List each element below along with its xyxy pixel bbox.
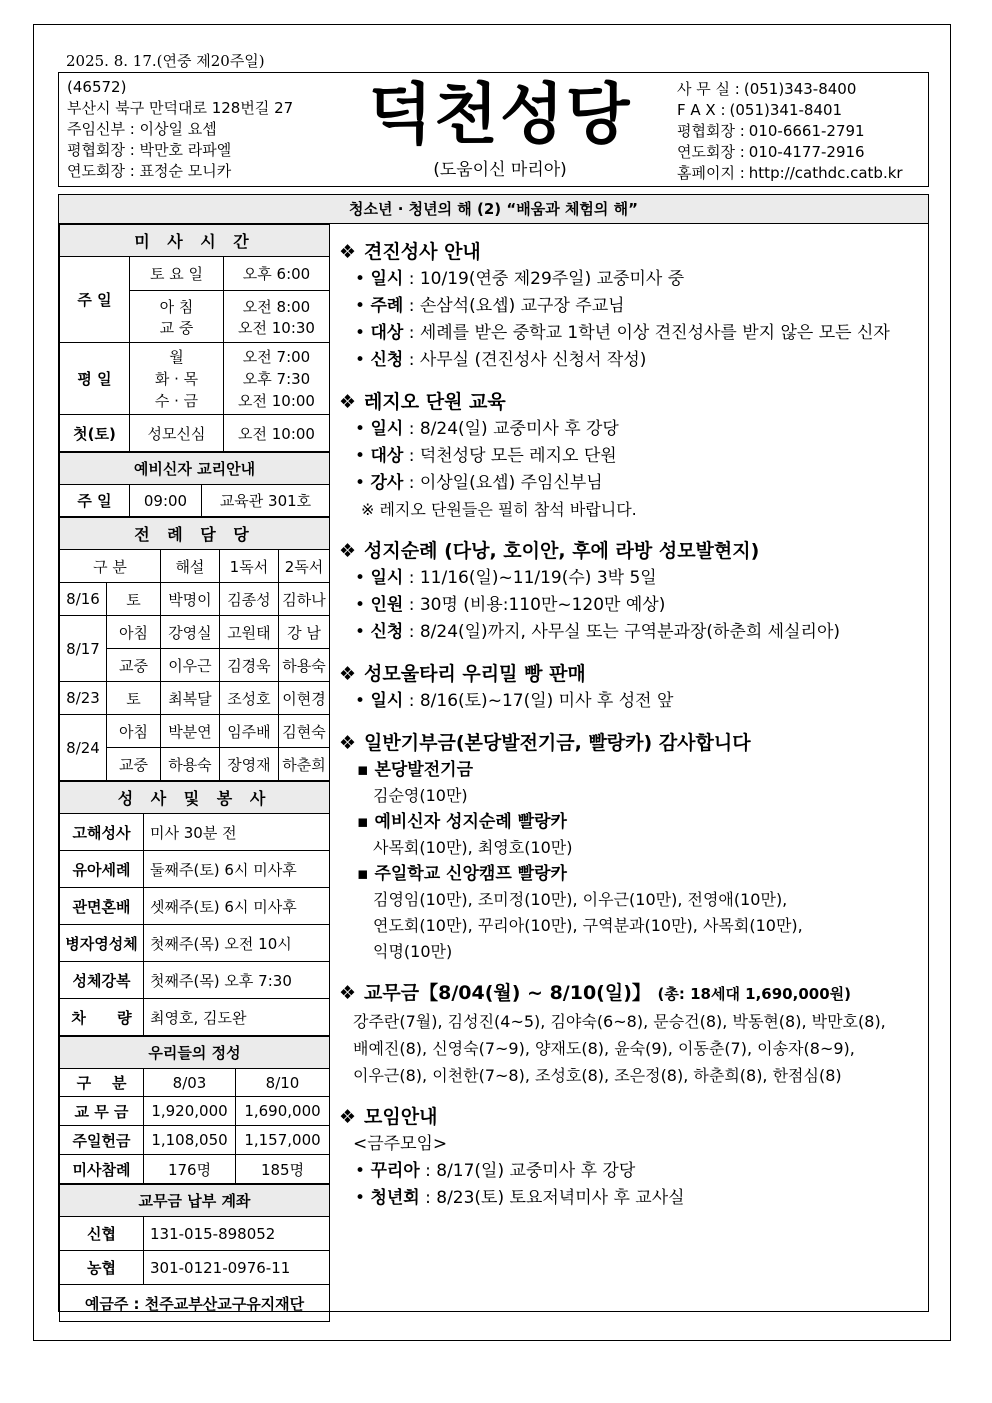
liturgy-slot: 토: [107, 682, 161, 715]
header: [58, 72, 929, 187]
homepage-link[interactable]: http://cathdc.catb.kr: [748, 164, 903, 182]
liturgy-cell: 임주배: [219, 715, 278, 748]
sacraments-title: 성 사 및 봉 사: [60, 782, 330, 814]
meetings-subtitle: <금주모임>: [353, 1134, 448, 1154]
liturgy-cell: 김현숙: [278, 715, 329, 748]
donation-list: 연도회(10만), 꾸리아(10만), 구역분과(10만), 사목회(10만),: [373, 916, 803, 935]
dues-total: (총: 18세대 1,690,000원): [657, 985, 851, 1003]
sacraments-table: [59, 781, 330, 1036]
item-label: 강사: [370, 473, 404, 493]
liturgy-header-gubun: 구 분: [60, 550, 161, 583]
fax-label: F A X :: [677, 101, 726, 119]
offering-value: 1,920,000: [144, 1097, 236, 1126]
baptism-value: 둘째주(토) 6시 미사후: [144, 851, 330, 888]
liturgy-slot: 아침: [107, 616, 161, 649]
wed-label: 수 · 금: [154, 391, 199, 410]
weekday-label: 평 일: [60, 343, 130, 415]
offering-title: 우리들의 정성: [60, 1037, 330, 1069]
donation-list: 사목회(10만), 최영호(10만): [373, 838, 573, 857]
liturgy-cell: 김하나: [278, 583, 329, 616]
item-text: : 8/24(일) 교중미사 후 강당: [403, 419, 619, 439]
diamond-icon: ❖: [339, 663, 357, 685]
item-text: : 30명 (비용:110만~120만 예상): [403, 595, 666, 615]
dues-list: 이우근(8), 이천한(7~8), 조성호(8), 조은정(8), 하춘희(8), 한점심(8): [353, 1066, 842, 1085]
catechumen-place: 교육관 301호: [202, 485, 330, 517]
offering-value: 176명: [144, 1155, 236, 1184]
nonghyup-number: 301-0121-0976-11: [144, 1251, 330, 1285]
pastor: 주임신부 : 이상일 요셉: [67, 120, 217, 138]
morning-label: 아 침: [159, 297, 194, 316]
liturgy-cell: 박분연: [160, 715, 219, 748]
first-sat-time: 오전 10:00: [224, 415, 330, 452]
liturgy-cell: 하용숙: [160, 748, 219, 781]
liturgy-cell: 고원태: [219, 616, 278, 649]
catechumen-time: 09:00: [130, 485, 202, 517]
offering-header: 8/03: [144, 1069, 236, 1097]
donation-list: 익명(10만): [373, 942, 453, 961]
shinhyup-number: 131-015-898052: [144, 1217, 330, 1251]
offering-label: 미사참례: [60, 1155, 144, 1184]
car-value: 최영호, 김도완: [144, 999, 330, 1036]
diamond-icon: ❖: [339, 982, 357, 1004]
item-text: : 덕천성당 모든 레지오 단원: [403, 446, 617, 466]
lecture-label: 성체강복: [60, 962, 144, 999]
offering-header: 구 분: [60, 1069, 144, 1097]
offering-value: 1,690,000: [236, 1097, 330, 1126]
sat-label: 토 요 일: [130, 257, 224, 291]
shinhyup-label: 신협: [60, 1217, 144, 1251]
liturgy-cell: 이우근: [160, 649, 219, 682]
wed-time: 오전 10:00: [238, 391, 315, 410]
liturgy-cell: 박명이: [160, 583, 219, 616]
item-label: 일시: [370, 568, 404, 588]
homepage-label: 홈페이지 :: [677, 164, 745, 182]
item-text: : 8/23(토) 토요저녁미사 후 교사실: [419, 1188, 685, 1208]
liturgy-title: 전 례 담 당: [60, 518, 330, 550]
yeondo-phone-label: 연도회장 :: [677, 143, 745, 161]
yeondo-phone: 010-4177-2916: [748, 143, 865, 161]
liturgy-header-commentary: 해설: [160, 550, 219, 583]
first-sat-name: 성모신심: [130, 415, 224, 452]
donation-section: ❖ 일반기부금(본당발전기금, 빨랑카) 감사합니다 ▪ 본당발전기금 김순영(10만) ▪ 예비신자 성지순례 빨랑카 사목회(10만), 최영호(10만) ▪ 주일학교 신앙캠프 빨랑카 김영임(10만), 조미정(10만), 이우근(10만), 전영애(10만), 연도회(10만), 꾸리아(10만), 구역분과(10만), 사목회(10만), 익명(10만): [339, 729, 927, 965]
item-text: : 손삼석(요셉) 교구장 주교님: [403, 296, 625, 316]
offering-header: 8/10: [236, 1069, 330, 1097]
liturgy-cell: 하용숙: [278, 649, 329, 682]
liturgy-slot: 아침: [107, 715, 161, 748]
first-sat-label: 첫(토): [60, 415, 130, 452]
mass-table: [59, 224, 330, 452]
donation-subtitle: 예비신자 성지순례 빨랑카: [374, 812, 567, 832]
diamond-icon: ❖: [339, 540, 357, 562]
sick-value: 첫째주(목) 오전 10시: [144, 925, 330, 962]
offering-value: 1,108,050: [144, 1126, 236, 1155]
sick-label: 병자영성체: [60, 925, 144, 962]
liturgy-date: 8/17: [60, 616, 107, 682]
item-label: 대상: [370, 323, 404, 343]
marriage-value: 셋째주(토) 6시 미사후: [144, 888, 330, 925]
mon-time: 오전 7:00: [242, 347, 311, 366]
section-title: 레지오 단원 교육: [364, 391, 506, 413]
sat-time: 오후 6:00: [224, 257, 330, 291]
catechumen-table: [59, 452, 330, 517]
liturgy-cell: 김경욱: [219, 649, 278, 682]
item-text: : 10/19(연중 제29주일) 교중미사 중: [403, 269, 685, 289]
item-text: : 사무실 (견진성사 신청서 작성): [403, 350, 647, 370]
liturgy-date: 8/24: [60, 715, 107, 781]
confirmation-section: ❖ 견진성사 안내 • 일시 : 10/19(연중 제29주일) 교중미사 중 • 주례 : 손삼석(요셉) 교구장 주교님 • 대상 : 세례를 받은 중학교 1학년 이상 견진성사를 받지 않은 모든 신자 • 신청 : 사무실 (견진성사 신청서 작성): [339, 241, 890, 370]
liturgy-header-reading1: 1독서: [219, 550, 278, 583]
item-label: 주례: [370, 296, 404, 316]
diamond-icon: ❖: [339, 732, 357, 754]
marriage-label: 관면혼배: [60, 888, 144, 925]
tue-label: 화 · 목: [154, 369, 199, 388]
parish-title: 덕천성당: [368, 75, 632, 153]
liturgy-slot: 교중: [107, 649, 161, 682]
diamond-icon: ❖: [339, 1106, 357, 1128]
liturgy-cell: 최복달: [160, 682, 219, 715]
account-table: [59, 1184, 330, 1322]
item-text: : 8/24(일)까지, 사무실 또는 구역분과장(하춘희 세실리아): [403, 622, 840, 642]
content-area: [58, 224, 929, 1312]
donation-subtitle: 본당발전기금: [374, 760, 473, 780]
liturgy-cell: 조성호: [219, 682, 278, 715]
section-title: 견진성사 안내: [364, 241, 481, 263]
donation-subtitle: 주일학교 신앙캠프 빨랑카: [374, 864, 567, 884]
liturgy-table: [59, 517, 330, 781]
item-label: 청년회: [370, 1188, 420, 1208]
item-text: : 8/16(토)~17(일) 미사 후 성전 앞: [403, 691, 674, 711]
account-title: 교무금 납부 계좌: [60, 1185, 330, 1217]
item-text: : 11/16(일)~11/19(수) 3박 5일: [403, 568, 657, 588]
section-title: 교무금【8/04(월) ~ 8/10(일)】: [364, 982, 651, 1004]
bread-sale-section: ❖ 성모울타리 우리밀 빵 판매 • 일시 : 8/16(토)~17(일) 미사 후 성전 앞: [339, 663, 674, 711]
council-phone: 010-6661-2791: [748, 122, 865, 140]
liturgy-date: 8/23: [60, 682, 107, 715]
item-label: 인원: [370, 595, 404, 615]
gyojung-label: 교 중: [159, 318, 194, 337]
diamond-icon: ❖: [339, 391, 357, 413]
item-label: 일시: [370, 419, 404, 439]
catechumen-title: 예비신자 교리안내: [60, 453, 330, 485]
diamond-icon: ❖: [339, 241, 357, 263]
mass-title: 미 사 시 간: [60, 225, 330, 257]
liturgy-cell: 장영재: [219, 748, 278, 781]
council-president: 평협회장 : 박만호 라파엘: [67, 141, 232, 159]
dues-list: 배예진(8), 신영숙(7~9), 양재도(8), 윤숙(9), 이동춘(7), 이송자(8~9),: [353, 1039, 855, 1058]
zip-code: (46572): [67, 78, 127, 96]
item-label: 신청: [370, 350, 404, 370]
legio-section: ❖ 레지오 단원 교육 • 일시 : 8/24(일) 교중미사 후 강당 • 대상 : 덕천성당 모든 레지오 단원 • 강사 : 이상일(요셉) 주임신부님 ※ 레지오 단원들은 필히 참석 바랍니다.: [339, 388, 927, 523]
dues-list: 강주란(7월), 김성진(4~5), 김야숙(6~8), 문승건(8), 박동현(8), 박만호(8),: [353, 1012, 886, 1031]
meetings-section: ❖ 모임안내 <금주모임> • 꾸리아 : 8/17(일) 교중미사 후 강당 • 청년회 : 8/23(토) 토요저녁미사 후 교사실: [339, 1103, 927, 1212]
sunday-label: 주 일: [60, 257, 130, 343]
gyojung-time: 오전 10:30: [238, 318, 315, 337]
legio-note: ※ 레지오 단원들은 필히 참석 바랍니다.: [361, 500, 637, 519]
lecture-value: 첫째주(목) 오후 7:30: [144, 962, 330, 999]
liturgy-cell: 김종성: [219, 583, 278, 616]
fax-number: (051)341-8401: [729, 101, 843, 119]
baptism-label: 유아세례: [60, 851, 144, 888]
item-label: 꾸리아: [370, 1161, 420, 1181]
section-title: 일반기부금(본당발전기금, 빨랑카) 감사합니다: [364, 732, 751, 754]
liturgy-cell: 이현경: [278, 682, 329, 715]
office-label: 사 무 실 :: [677, 80, 740, 98]
offering-label: 교 무 금: [60, 1097, 144, 1126]
parish-info: [67, 77, 293, 182]
liturgy-cell: 강 남: [278, 616, 329, 649]
parish-subtitle: (도움이신 마리아): [433, 160, 567, 180]
item-label: 신청: [370, 622, 404, 642]
morning-time: 오전 8:00: [242, 297, 311, 316]
section-title: 성지순례 (다낭, 호이안, 후에 라방 성모발현지): [364, 540, 760, 562]
yeondo-president: 연도회장 : 표정순 모니카: [67, 162, 232, 180]
catechumen-day: 주 일: [60, 485, 130, 517]
liturgy-header-reading2: 2독서: [278, 550, 329, 583]
section-title: 모임안내: [364, 1106, 438, 1128]
office-phone: (051)343-8400: [743, 80, 857, 98]
bulletin-date: 2025. 8. 17.(연중 제20주일): [66, 52, 265, 70]
item-text: : 이상일(요셉) 주임신부님: [403, 473, 603, 493]
item-text: : 8/17(일) 교중미사 후 강당: [419, 1161, 636, 1181]
section-title: 성모울타리 우리밀 빵 판매: [364, 663, 586, 685]
item-text: : 세례를 받은 중학교 1학년 이상 견진성사를 받지 않은 모든 신자: [403, 323, 890, 343]
liturgy-date: 8/16: [60, 583, 107, 616]
contact-info: [677, 79, 903, 184]
address: 부산시 북구 만덕대로 128번길 27: [67, 99, 294, 117]
nonghyup-label: 농협: [60, 1251, 144, 1285]
mon-label: 월: [169, 347, 184, 366]
liturgy-cell: 하춘희: [278, 748, 329, 781]
offering-table: [59, 1036, 330, 1184]
confession-label: 고해성사: [60, 814, 144, 851]
offering-value: 1,157,000: [236, 1126, 330, 1155]
offering-label: 주일헌금: [60, 1126, 144, 1155]
liturgy-cell: 강영실: [160, 616, 219, 649]
council-phone-label: 평협회장 :: [677, 122, 745, 140]
theme-banner: 청소년 · 청년의 해 (2) “배움과 체험의 해”: [58, 194, 929, 224]
dues-section: [339, 979, 927, 1089]
car-label: 차 량: [60, 999, 144, 1036]
liturgy-slot: 교중: [107, 748, 161, 781]
account-holder: 예금주 : 천주교부산교구유지재단: [60, 1285, 330, 1322]
pilgrimage-section: ❖ 성지순례 (다낭, 호이안, 후에 라방 성모발현지) • 일시 : 11/16(일)~11/19(수) 3박 5일 • 인원 : 30명 (비용:110만~120만 예상) • 신청 : 8/24(일)까지, 사무실 또는 구역분과장(하춘희 세실리아): [339, 540, 840, 642]
liturgy-slot: 토: [107, 583, 161, 616]
offering-value: 185명: [236, 1155, 330, 1184]
tue-time: 오후 7:30: [242, 369, 311, 388]
item-label: 일시: [370, 269, 404, 289]
item-label: 대상: [370, 446, 404, 466]
donation-list: 김영임(10만), 조미정(10만), 이우근(10만), 전영애(10만),: [373, 890, 788, 909]
confession-value: 미사 30분 전: [144, 814, 330, 851]
right-column: [339, 238, 927, 1226]
item-label: 일시: [370, 691, 404, 711]
left-column: [59, 224, 330, 1311]
donation-list: 김순영(10만): [373, 786, 468, 805]
